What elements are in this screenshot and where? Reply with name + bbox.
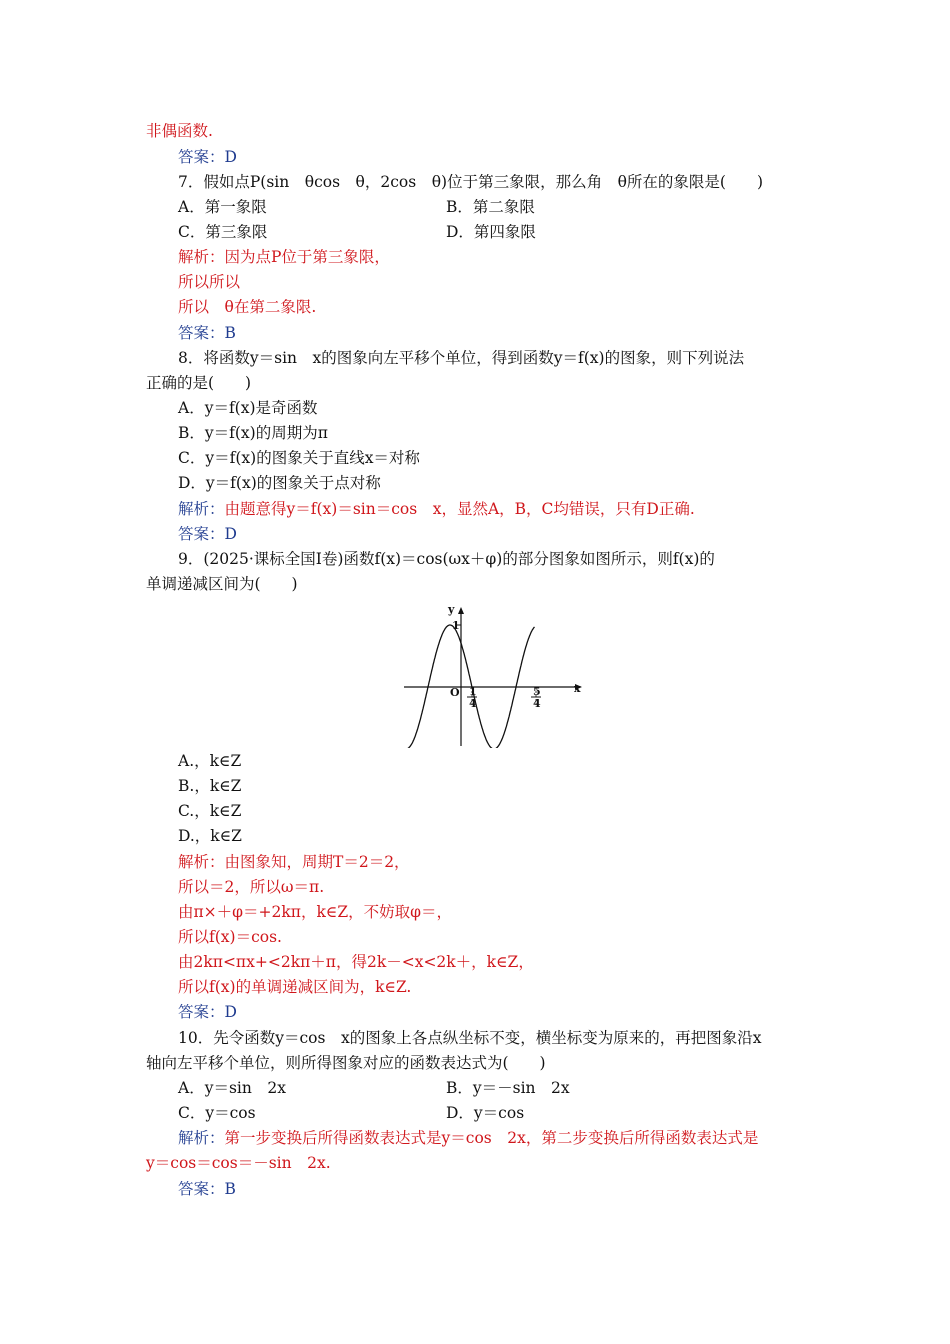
question-8-option-c: C．y＝f(x)的图象关于直线x＝对称 bbox=[178, 449, 420, 467]
solution-body: 第一步变换后所得函数表达式是y＝cos 2x，第二步变换后所得函数表达式是 bbox=[224, 1129, 759, 1147]
question-9-stem-1: 9．(2025·课标全国Ⅰ卷)函数f(x)＝cos(ωx＋φ)的部分图象如图所示，则f(x)的 bbox=[178, 550, 715, 568]
question-8-stem-2: 正确的是( ) bbox=[146, 374, 252, 392]
x-tick-1-denominator: 4 bbox=[469, 697, 477, 710]
question-9-option-b: B.，k∈Z bbox=[178, 777, 242, 795]
question-7-option-b: B．第二象限 bbox=[446, 198, 535, 216]
question-9-solution-2: 所以＝2，所以ω＝π. bbox=[178, 878, 325, 896]
question-7-stem: 7．假如点P(sin θcos θ，2cos θ)位于第三象限，那么角 θ所在的象限是( ) bbox=[178, 173, 763, 191]
y-tick-label: 1 bbox=[452, 619, 460, 632]
question-10-solution-2: y＝cos＝cos＝－sin 2x. bbox=[146, 1154, 331, 1172]
solution-label: 解析： bbox=[178, 1129, 225, 1147]
solution-label: 解析： bbox=[178, 500, 225, 518]
question-9-solution-3: 由π×＋φ＝+2kπ，k∈Z，不妨取φ＝， bbox=[178, 903, 452, 921]
question-9-option-d: D.，k∈Z bbox=[178, 827, 242, 845]
origin-label: O bbox=[450, 686, 460, 699]
question-7-option-d: D．第四象限 bbox=[446, 223, 536, 241]
question-9-stem-2: 单调递减区间为( ) bbox=[146, 575, 298, 593]
solution-body: 由题意得y＝f(x)＝sin＝cos x，显然A，B，C均错误，只有D正确. bbox=[224, 500, 695, 518]
question-7-solution-2: 所以所以 bbox=[178, 273, 241, 291]
question-8-stem-1: 8．将函数y＝sin x的图象向左平移个单位，得到函数y＝f(x)的图象，则下列说法 bbox=[178, 349, 745, 367]
answer-8: 答案：D bbox=[178, 525, 237, 543]
question-10-option-b: B．y＝－sin 2x bbox=[446, 1079, 570, 1097]
x-tick-2-denominator: 4 bbox=[533, 697, 541, 710]
x-axis-label: x bbox=[574, 682, 581, 695]
answer-9: 答案：D bbox=[178, 1003, 237, 1021]
y-axis-label: y bbox=[448, 603, 455, 616]
question-10-option-d: D．y＝cos bbox=[446, 1104, 525, 1122]
question-8-option-a: A．y＝f(x)是奇函数 bbox=[178, 399, 318, 417]
answer-10: 答案：B bbox=[178, 1180, 236, 1198]
question-8-option-b: B．y＝f(x)的周期为π bbox=[178, 424, 328, 442]
question-10-solution-1 bbox=[178, 1127, 758, 1149]
cosine-graph-svg bbox=[400, 600, 585, 748]
question-9-option-c: C.，k∈Z bbox=[178, 802, 242, 820]
question-7-option-c: C．第三象限 bbox=[178, 223, 268, 241]
question-10-option-c: C．y＝cos bbox=[178, 1104, 256, 1122]
question-10-stem-2: 轴向左平移个单位，则所得图象对应的函数表达式为( ) bbox=[146, 1054, 546, 1072]
question-9-solution-4: 所以f(x)＝cos. bbox=[178, 928, 282, 946]
question-7-option-a: A．第一象限 bbox=[178, 198, 267, 216]
question-7-solution-3: 所以 θ在第二象限. bbox=[178, 298, 317, 316]
x-tick-2-numerator: 5 bbox=[533, 685, 541, 698]
question-8-option-d: D．y＝f(x)的图象关于点对称 bbox=[178, 474, 381, 492]
question-10-option-a: A．y＝sin 2x bbox=[178, 1079, 286, 1097]
answer-7: 答案：B bbox=[178, 324, 236, 342]
question-9-solution-6: 所以f(x)的单调递减区间为，k∈Z. bbox=[178, 978, 412, 996]
question-9-solution-5: 由2kπ<πx+<2kπ＋π，得2k－<x<2k＋，k∈Z， bbox=[178, 953, 534, 971]
prev-answer-tail: 非偶函数. bbox=[146, 122, 213, 140]
cosine-graph-figure bbox=[400, 600, 585, 748]
answer-6: 答案：D bbox=[178, 148, 237, 166]
question-10-stem-1: 10．先令函数y＝cos x的图象上各点纵坐标不变，横坐标变为原来的，再把图象沿x bbox=[178, 1029, 762, 1047]
question-9-option-a: A.，k∈Z bbox=[178, 752, 242, 770]
question-7-solution-1: 解析：因为点P位于第三象限， bbox=[178, 248, 390, 266]
x-tick-1-numerator: 1 bbox=[469, 685, 477, 698]
y-axis-arrow bbox=[458, 607, 464, 614]
question-9-solution-1: 解析：由图象知，周期T＝2＝2， bbox=[178, 853, 410, 871]
question-8-solution bbox=[178, 498, 695, 520]
